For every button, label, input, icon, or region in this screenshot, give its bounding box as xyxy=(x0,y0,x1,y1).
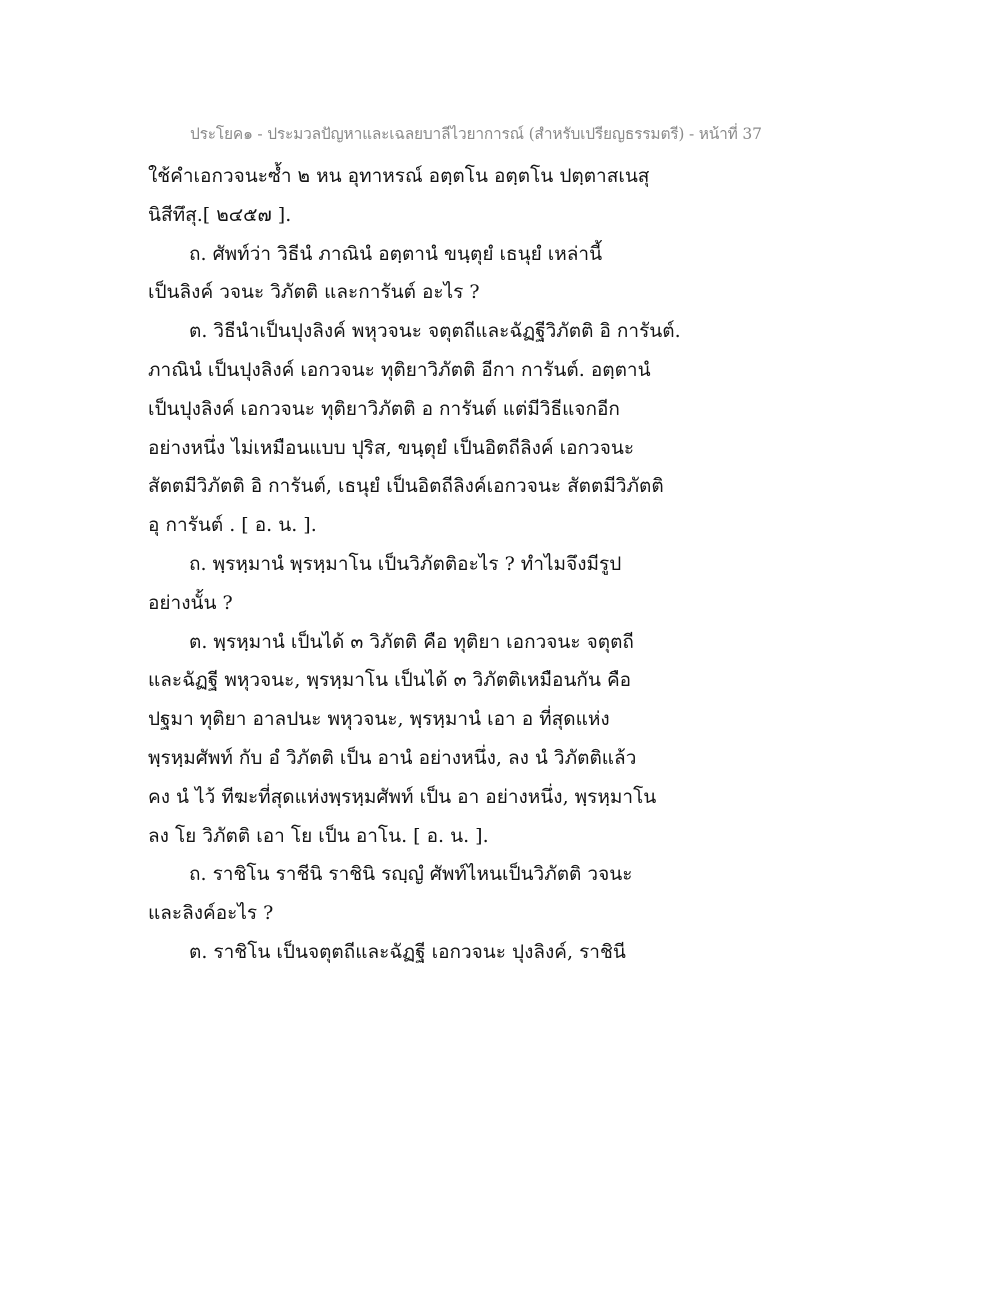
question-line: ถ. พฺรหฺมานํ พฺรหฺมาโน เป็นวิภัตติอะไร ? ทำไมจึงมีรูป xyxy=(189,552,622,575)
text-line: นิสีทึสุ.[ ๒๔๕๗ ]. xyxy=(148,203,292,226)
text-line: เป็นลิงค์ วจนะ วิภัตติ และการันต์ อะไร ? xyxy=(148,281,480,304)
text-line: อย่างนั้น ? xyxy=(148,591,233,614)
answer-line: ต. วิธีนำเป็นปุงลิงค์ พหุวจนะ จตุตถีและฉัฏฐีวิภัตติ อิ การันต์. xyxy=(189,320,681,343)
text-line: อุ การันต์ . [ อ. น. ]. xyxy=(148,514,317,537)
text-line: เป็นปุงลิงค์ เอกวจนะ ทุติยาวิภัตติ อ การันต์ แต่มีวิธีแจกอีก xyxy=(148,397,620,420)
answer-line: ต. พฺรหฺมานํ เป็นได้ ๓ วิภัตติ คือ ทุติยา เอกวจนะ จตุตถี xyxy=(189,630,634,653)
text-line: คง นํ ไว้ ทีฆะที่สุดแห่งพฺรหฺมศัพท์ เป็น อา อย่างหนึ่ง, พฺรหฺมาโน xyxy=(148,785,657,808)
question-line: ถ. ราชิโน ราชีนิ ราชินิ รญฺญํ ศัพท์ไหนเป็นวิภัตติ วจนะ xyxy=(189,863,633,886)
text-line: และฉัฏฐี พหุวจนะ, พฺรหฺมาโน เป็นได้ ๓ วิภัตติเหมือนกัน คือ xyxy=(148,669,632,692)
text-line: พฺรหฺมศัพท์ กับ อํ วิภัตติ เป็น อานํ อย่างหนึ่ง, ลง นํ วิภัตติแล้ว xyxy=(148,746,637,769)
text-line: และลิงค์อะไร ? xyxy=(148,902,274,925)
answer-line: ต. ราชิโน เป็นจตุตถีและฉัฏฐี เอกวจนะ ปุงลิงค์, ราชินี xyxy=(189,940,626,963)
text-line: ลง โย วิภัตติ เอา โย เป็น อาโน. [ อ. น. ]. xyxy=(148,824,489,847)
text-line: สัตตมีวิภัตติ อิ การันต์, เธนุยํ เป็นอิตถีลิงค์เอกวจนะ สัตตมีวิภัตติ xyxy=(148,475,664,498)
text-line: ปฐมา ทุติยา อาลปนะ พหุวจนะ, พฺรหฺมานํ เอา อ ที่สุดแห่ง xyxy=(148,708,610,731)
question-line: ถ. ศัพท์ว่า วิธีนํ ภาณินํ อตฺตานํ ขนฺตุยํ เธนุยํ เหล่านี้ xyxy=(189,242,603,265)
text-line: อย่างหนึ่ง ไม่เหมือนแบบ ปุริส, ขนฺตุยํ เป็นอิตถีลิงค์ เอกวจนะ xyxy=(148,436,635,459)
text-line: ใช้คำเอกวจนะซ้ำ ๒ หน อุทาหรณ์ อตฺตโน อตฺตโน ปตฺตาสเนสุ xyxy=(148,165,650,187)
text-line: ภาณินํ เป็นปุงลิงค์ เอกวจนะ ทุติยาวิภัตติ อีกา การันต์. อตฺตานํ xyxy=(148,358,651,381)
running-header: ประโยค๑ - ประมวลปัญหาและเฉลยบาลีไวยาการณ์ (สำหรับเปรียญธรรมตรี) - หน้าที่ 37 xyxy=(190,125,762,143)
body-text xyxy=(148,157,688,972)
